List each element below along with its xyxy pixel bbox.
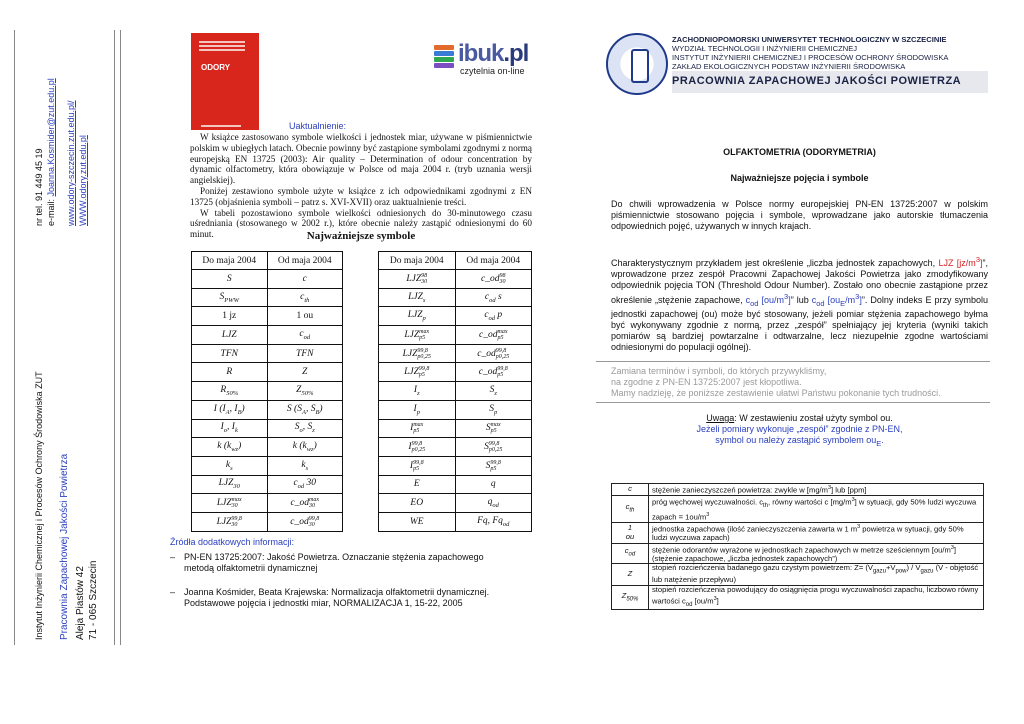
old-symbol-cell: $LJZ_{30}$ bbox=[192, 475, 268, 494]
table-row bbox=[379, 400, 532, 419]
scan-paragraph-2: Poniżej zestawiono symbole użyte w książce z ich odpowiednikami zgodnymi z EN 13725 (objaśnienia symboli – patrz s. XVI-XVII) oraz uaktualnienie treści. bbox=[190, 185, 532, 207]
ibuk-logo[interactable] bbox=[434, 40, 540, 82]
new-symbol-cell: q bbox=[455, 475, 532, 494]
definition-symbol: Z bbox=[612, 564, 649, 586]
new-symbol-cell: $c_{od}$ s bbox=[455, 288, 532, 307]
university-seal-icon bbox=[606, 33, 668, 95]
address-institute: Instytut Inżynierii Chemicznej i Procesów Ochrony Środowiska ZUT bbox=[34, 371, 44, 640]
new-symbol-cell: S 99,8 p5 bbox=[455, 456, 532, 475]
new-symbol-cell: 1 ou bbox=[267, 307, 343, 326]
source-dash-2: – bbox=[170, 587, 176, 597]
fold-line-left bbox=[14, 30, 15, 645]
divider-bottom bbox=[596, 402, 990, 403]
table-row bbox=[192, 288, 343, 307]
definition-text: jednostka zapachowa (ilość zanieczyszczenia zawarta w 1 $m^3$ powietrza w sytuacji, gdy 50% ludzi wyczuwa zapach) bbox=[649, 522, 984, 543]
scan-paragraph-1: W książce zastosowano symbole wielkości i jednostek miar, używane w piśmiennictwie polskim w ubiegłych latach. Obecnie powinny być zastąpione symbolami zgodnymi z normą europejską EN 13725 (2003): Air quality – Determination of odour concentration by dynamic olfactometry, która obowiązuje w Polsce od maja 2004 r. (tryb uznania wersji angielskiej). bbox=[190, 132, 532, 186]
old-symbol-cell: TFN bbox=[192, 344, 268, 363]
contact-web-link-2[interactable]: WWW.odory.zut.edu.pl bbox=[78, 135, 88, 226]
old-symbol-cell: LJZ 99,8 p0,25 bbox=[379, 344, 456, 363]
table-row bbox=[192, 475, 343, 494]
scanned-text bbox=[190, 132, 532, 240]
old-symbol-cell: k $(k_{wz})$ bbox=[192, 438, 268, 457]
symbols-table-header bbox=[192, 252, 343, 270]
book-cover-image bbox=[191, 33, 259, 130]
table-row bbox=[379, 419, 532, 438]
definition-symbol: c bbox=[612, 484, 649, 496]
symbols-header-cell: Od maja 2004 bbox=[267, 252, 343, 270]
ibuk-logo-subtitle: czytelnia on-line bbox=[460, 66, 525, 76]
scan-paragraph-3: W tabeli pozostawiono symbole wielkości odniesionych do 30-minutowego czasu uśredniania (stosowanego w 2002 r.), które obecnie należy zastąpić odniesionymi do 60 minut. bbox=[190, 207, 532, 240]
new-symbol-cell: S max p5 bbox=[455, 419, 532, 438]
old-symbol-cell: LJZ 99,8 30 bbox=[192, 512, 268, 531]
contact-email-link[interactable]: Joanna.Kosmider@zut.edu.pl bbox=[46, 78, 56, 197]
new-symbol-cell: Z bbox=[267, 363, 343, 382]
symbols-table-header bbox=[379, 252, 532, 270]
source-2-line-1: Joanna Kośmider, Beata Krajewska: Normalizacja olfaktometrii dynamicznej. bbox=[184, 587, 490, 597]
source-1-line-1: PN-EN 13725:2007: Jakość Powietrza. Oznaczanie stężenia zapachowego bbox=[184, 552, 484, 562]
example-text-c: ”, wprowadzone przez zespół Pracowni Zapachowej Jakości Powietrza jako zmodyfikowany odpowiednik pojęcia TON (Threshold Odour Number). Zostało ono obecnie zastąpione przez określenie „stężenie zapachowe, bbox=[611, 258, 988, 305]
new-symbol-cell: $c_{od}$ p bbox=[455, 307, 532, 326]
definition-symbol: $c_{od}$ bbox=[612, 543, 649, 564]
new-symbol-cell: $k_s$ bbox=[267, 456, 343, 475]
table-row bbox=[192, 382, 343, 401]
university-logo bbox=[606, 33, 990, 95]
definition-text: stężenie zanieczyszczeń powietrza: zwykle w $[mg/m^3]$ lub [ppm] bbox=[649, 484, 984, 496]
old-symbol-cell: I max p5 bbox=[379, 419, 456, 438]
cover-footer-line bbox=[201, 125, 241, 127]
old-symbol-cell: $I_z$ bbox=[379, 382, 456, 401]
contact-email-prefix: e-mail: bbox=[46, 196, 56, 226]
address-city: 71 - 065 Szczecin bbox=[88, 560, 99, 640]
new-symbol-cell: $S_z$ bbox=[455, 382, 532, 401]
old-symbol-cell: LJZ 99,8 p5 bbox=[379, 363, 456, 382]
divider-top bbox=[596, 361, 990, 362]
new-symbol-cell: $S_p$ bbox=[455, 400, 532, 419]
old-symbol-cell: I 99,8 p0,25 bbox=[379, 438, 456, 457]
old-symbol-cell: EO bbox=[379, 494, 456, 513]
definition-text: próg węchowej wyczuwalności. $c_{th}$, równy wartości c $[mg/m^3]$ w sytuacji, gdy 50% ludzi wyczuwa zapach = $1ou/m^3$ bbox=[649, 496, 984, 523]
table-row bbox=[379, 326, 532, 345]
logo-line-faculty: WYDZIAŁ TECHNOLOGII I INŻYNIERII CHEMICZNEJ bbox=[672, 44, 858, 53]
cover-title: ODORY bbox=[201, 63, 231, 72]
page-title: OLFAKTOMETRIA (ODORYMETRIA) bbox=[723, 147, 876, 157]
old-symbol-cell: LJZ 98 30 bbox=[379, 270, 456, 289]
old-symbol-cell: $S_{PWW}$ bbox=[192, 288, 268, 307]
ibuk-name-a: ibuk bbox=[458, 40, 504, 67]
table-row bbox=[612, 543, 984, 564]
new-symbol-cell: c_od 99,8 30 bbox=[267, 512, 343, 531]
old-symbol-cell: $R_{50\%}$ bbox=[192, 382, 268, 401]
old-symbol-cell: $I_p$ bbox=[379, 400, 456, 419]
old-symbol-cell: LJZ bbox=[192, 326, 268, 345]
new-symbol-cell: c_od max 30 bbox=[267, 494, 343, 513]
old-symbol-cell: LJZ max 30 bbox=[192, 494, 268, 513]
logo-lab-banner bbox=[672, 71, 988, 93]
symbols-table-right bbox=[378, 251, 532, 532]
old-symbol-cell: $LJZ_p$ bbox=[379, 307, 456, 326]
new-symbol-cell: TFN bbox=[267, 344, 343, 363]
new-symbol-cell: $c_{od}$ 30 bbox=[267, 475, 343, 494]
table-row bbox=[192, 307, 343, 326]
table-row bbox=[612, 586, 984, 610]
definition-text: stopień rozcieńczenia powodujący do osiągnięcia progu wyczuwalności zapachu, liczbowo równy wartości $c_{od}$ $[ou/m^3]$ bbox=[649, 586, 984, 610]
new-symbol-cell: S 99,8 p0,25 bbox=[455, 438, 532, 457]
table-row bbox=[379, 344, 532, 363]
old-symbol-cell: $k_s$ bbox=[192, 456, 268, 475]
ibuk-logo-name bbox=[458, 40, 528, 68]
fold-line-middle-2 bbox=[120, 30, 121, 645]
table-row bbox=[379, 288, 532, 307]
page-subtitle: Najważniejsze pojęcia i symbole bbox=[730, 173, 869, 183]
example-text-g: ”. Dolny indeks E przy symbolu jednostki zapachowej (ou) może być stosowany, jeżeli pomiar stężenia zapachowego byłma być wykonywany zgodnie z normą, przez „zespół” spełniający jej kryteria (wyniki takich pomiarów są bardziej powtarzalne i odtwarzalne, lecz niezupełnie zgodne wartościami odniesionymi do populacji ogólnej). bbox=[611, 295, 989, 352]
new-symbol-cell: Fq, $Fq_{od}$ bbox=[455, 512, 532, 531]
table-row bbox=[379, 494, 532, 513]
grey-note-line-2: na zgodne z PN-EN 13725:2007 jest kłopotliwa. bbox=[611, 377, 802, 387]
table-row bbox=[192, 363, 343, 382]
definition-symbol: $Z_{50\%}$ bbox=[612, 586, 649, 610]
grey-note-line-3: Mamy nadzieję, że poniższe zestawienie ułatwi Państwu pokonanie tych trudności. bbox=[611, 388, 941, 398]
symbols-header-cell: Do maja 2004 bbox=[379, 252, 456, 270]
definition-text: stężenie odorantów wyrażone w jednostkach zapachowych w metrze sześciennym $[ou/m^3]$ (stężenie zapachowe, „liczba jednostek zapachowych”) bbox=[649, 543, 984, 564]
table-row bbox=[379, 363, 532, 382]
table-row bbox=[192, 438, 343, 457]
example-cod-symbol: $c_{od}$ $[ou/m^3]$ bbox=[745, 292, 791, 308]
example-ljz-symbol: LJZ $[jz/m^3]$ bbox=[938, 255, 983, 268]
fold-line-middle bbox=[114, 30, 115, 645]
intro-paragraph: Do chwili wprowadzenia w Polsce normy europejskiej PN-EN 13725:2007 w polskim piśmiennictwie stosowano pojęcia i symbole, wprowadzane jako autorskie tłumaczenia odpowiednich pojęć, używanych w innych krajach. bbox=[611, 199, 988, 231]
table-row bbox=[379, 512, 532, 531]
new-symbol-cell: k $(k_{wz})$ bbox=[267, 438, 343, 457]
table-row bbox=[192, 494, 343, 513]
table-row bbox=[192, 270, 343, 289]
update-label: Uaktualnienie: bbox=[289, 121, 347, 131]
sources-heading: Źródła dodatkowych informacji: bbox=[170, 537, 295, 547]
logo-line-university: ZACHODNIOPOMORSKI UNIWERSYTET TECHNOLOGICZNY W SZCZECINIE bbox=[672, 35, 947, 44]
table-row bbox=[379, 475, 532, 494]
cover-author-lines bbox=[199, 39, 245, 53]
table-row bbox=[379, 456, 532, 475]
old-symbol-cell: S bbox=[192, 270, 268, 289]
symbols-header-cell: Do maja 2004 bbox=[192, 252, 268, 270]
table-row bbox=[379, 270, 532, 289]
table-row bbox=[192, 419, 343, 438]
example-cod-e-symbol: $c_{od}$ $[ou_E/m^3]$ bbox=[811, 292, 862, 308]
books-icon bbox=[434, 44, 454, 74]
symbols-heading: Najważniejsze symbole bbox=[306, 230, 416, 242]
new-symbol-cell: $q_{od}$ bbox=[455, 494, 532, 513]
definition-symbol: $c_{th}$ bbox=[612, 496, 649, 523]
new-symbol-cell: S ($S_A$, $S_B$) bbox=[267, 400, 343, 419]
new-symbol-cell: c_od 98 30 bbox=[455, 270, 532, 289]
table-row bbox=[192, 456, 343, 475]
example-text-a: Charakterystycznym przykładem jest określenie „liczba jednostek zapachowych, bbox=[611, 258, 936, 268]
logo-lab-name: PRACOWNIA ZAPACHOWEJ JAKOŚCI POWIETRZA bbox=[672, 75, 962, 87]
new-symbol-cell: $c_{th}$ bbox=[267, 288, 343, 307]
table-row bbox=[379, 382, 532, 401]
table-row bbox=[379, 307, 532, 326]
logo-line-institute: INSTYTUT INŻYNIERII CHEMICZNEJ I PROCESÓW OCHRONY ŚRODOWISKA bbox=[672, 53, 949, 62]
table-row bbox=[612, 484, 984, 496]
definitions-table bbox=[611, 483, 984, 610]
source-dash-1: – bbox=[170, 552, 176, 562]
address-street: Aleja Piastów 42 bbox=[75, 566, 86, 640]
new-symbol-cell: $S_o$, $S_z$ bbox=[267, 419, 343, 438]
new-symbol-cell: c bbox=[267, 270, 343, 289]
contact-web-link-1[interactable]: www.odory-szczecin.zut.edu.pl/ bbox=[66, 100, 76, 226]
contact-phone: nr tel. 91 449 45 19 bbox=[34, 148, 44, 226]
old-symbol-cell: $I_o$, $I_k$ bbox=[192, 419, 268, 438]
usage-note-line-2: Jeżeli pomiary wykonuje „zespół” zgodnie z PN-EN, bbox=[696, 424, 903, 434]
usage-note-label: Uwaga bbox=[706, 413, 735, 423]
table-row bbox=[612, 564, 984, 586]
usage-note-line-3: symbol ou należy zastąpić symbolem $ou_E$. bbox=[715, 435, 884, 448]
old-symbol-cell: $LJZ_s$ bbox=[379, 288, 456, 307]
address-lab: Pracownia Zapachowej Jakości Powietrza bbox=[59, 453, 70, 640]
grey-note-line-1: Zamiana terminów i symboli, do których przywykliśmy, bbox=[611, 366, 827, 376]
old-symbol-cell: WE bbox=[379, 512, 456, 531]
definition-text: stopień rozcieńczenia badanego gazu czystym powietrzem: $Z= (V_{gazu}+V_{pow}) / V_{gazu}$ (V - objętość lub natężenie przepływu) bbox=[649, 564, 984, 586]
new-symbol-cell: c_od 99,8 p5 bbox=[455, 363, 532, 382]
table-row bbox=[192, 326, 343, 345]
old-symbol-cell: I 99,8 p5 bbox=[379, 456, 456, 475]
source-1-line-2: metodą olfaktometrii dynamicznej bbox=[184, 563, 318, 573]
symbols-table-left bbox=[191, 251, 343, 532]
old-symbol-cell: LJZ max p5 bbox=[379, 326, 456, 345]
table-row bbox=[612, 496, 984, 523]
usage-note-line-1 bbox=[611, 413, 988, 424]
symbols-header-cell: Od maja 2004 bbox=[455, 252, 532, 270]
old-symbol-cell: 1 jz bbox=[192, 307, 268, 326]
source-2-line-2: Podstawowe pojęcia i jednostki miar, NORMALIZACJA 1, 15-22, 2005 bbox=[184, 598, 463, 608]
usage-note-text: : W zestawieniu został użyty symbol ou. bbox=[734, 413, 893, 423]
table-row bbox=[192, 344, 343, 363]
new-symbol-cell: c_od 99,8 p0,25 bbox=[455, 344, 532, 363]
table-row bbox=[192, 512, 343, 531]
table-row bbox=[612, 522, 984, 543]
contact-email-line bbox=[46, 78, 56, 226]
ibuk-name-b: .pl bbox=[503, 40, 529, 67]
new-symbol-cell: c_od max p5 bbox=[455, 326, 532, 345]
grey-note bbox=[611, 366, 988, 399]
example-text-e: ” lub bbox=[790, 295, 812, 305]
definition-symbol: 1 ou bbox=[612, 522, 649, 543]
usage-note bbox=[611, 413, 988, 449]
new-symbol-cell: $c_{od}$ bbox=[267, 326, 343, 345]
old-symbol-cell: I ($I_A$, $I_B$) bbox=[192, 400, 268, 419]
example-paragraph bbox=[611, 254, 988, 353]
new-symbol-cell: $Z_{50\%}$ bbox=[267, 382, 343, 401]
old-symbol-cell: R bbox=[192, 363, 268, 382]
table-row bbox=[192, 400, 343, 419]
old-symbol-cell: E bbox=[379, 475, 456, 494]
table-row bbox=[379, 438, 532, 457]
logo-line-department: ZAKŁAD EKOLOGICZNYCH PODSTAW INŻYNIERII ŚRODOWISKA bbox=[672, 62, 906, 71]
